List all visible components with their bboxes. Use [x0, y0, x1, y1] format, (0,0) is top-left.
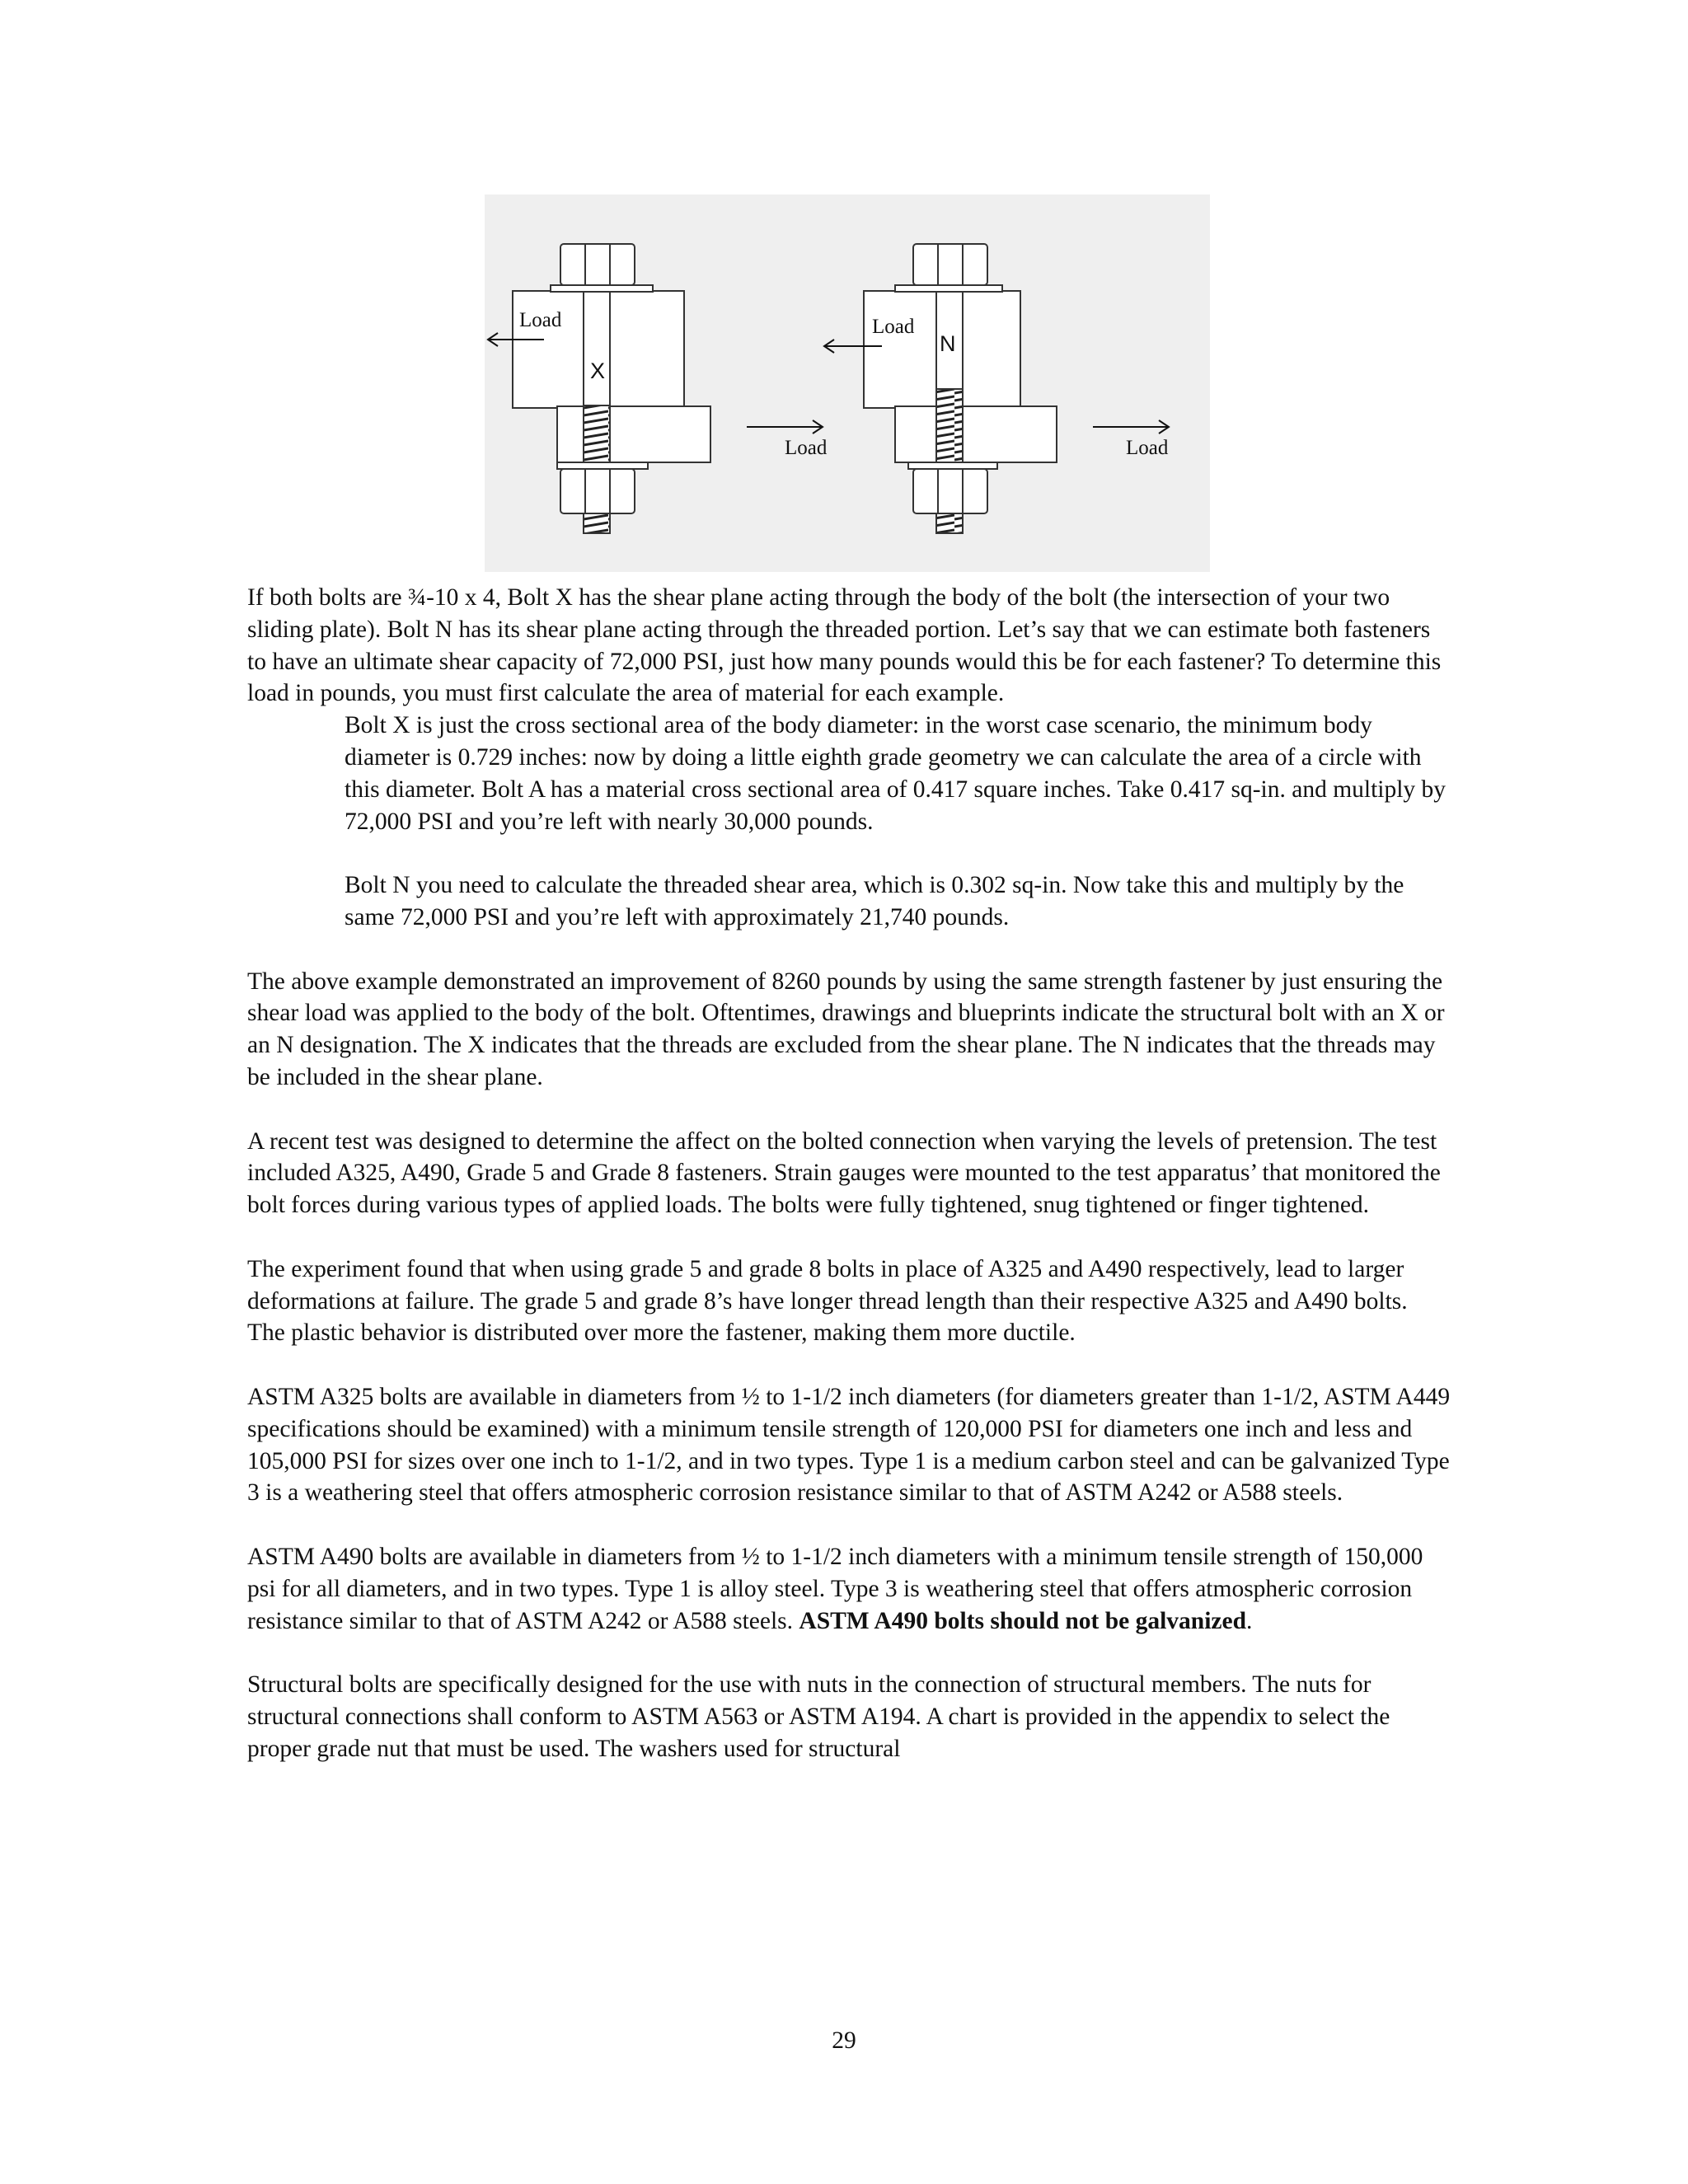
bolt-threads-n [936, 389, 963, 465]
bolt-x-joint [513, 244, 710, 533]
washer-bottom-n [908, 462, 997, 469]
nut-x [560, 469, 635, 513]
paragraph-a490 [247, 1541, 1451, 1637]
load-label-x-right: Load [785, 437, 828, 459]
paragraph-pretension-test: A recent test was designed to determine the affect on the bolted connection when varying the levels of pretension. The test included A325, A490, Grade 5 and Grade 8 fasteners. Strain gauges were mounted to the test apparatus’ that monitored the bolt forces during various types of applied loads. The bolts were fully tightened, snug tightened or finger tightened. [247, 1127, 1441, 1219]
page-number: 29 [832, 2027, 856, 2054]
bolt-head-n [913, 244, 987, 285]
bolt-n-joint [864, 244, 1057, 533]
bolt-threads-x [584, 405, 610, 465]
paragraph-a325: ASTM A325 bolts are available in diameters from ½ to 1-1/2 inch diameters (for diameters greater than 1-1/2, ASTM A449 specifications should be examined) with a minimum tensile strength of 120,000 PSI for diameters one inch and less and 105,000 PSI for sizes over one inch to 1-1/2, and in two types. Type 1 is a medium carbon steel and can be galvanized Type 3 is a weathering steel that offers atmospheric corrosion resistance similar to that of ASTM A242 or A588 steels. [247, 1383, 1451, 1507]
bolt-tail-x [584, 513, 610, 533]
paragraph-nuts: Structural bolts are specifically designed for the use with nuts in the connection of structural members. The nuts for structural connections shall conform to ASTM A563 or ASTM A194. A chart is provided in the appendix to select the proper grade nut that must be used. The washers used for structural [247, 1671, 1390, 1762]
bolt-x-label: X [590, 359, 606, 383]
bolt-shank-x [584, 292, 610, 405]
load-label-n-left: Load [872, 316, 915, 338]
lower-plate-n [895, 406, 1057, 462]
bolt-shear-diagram [485, 194, 1210, 572]
a490-text: ASTM A490 bolts are available in diameters from ½ to 1-1/2 inch diameters with a minimum tensile strength of 150,000 psi for all diameters, and in two types. Type 1 is alloy steel. Type 3 is weathering steel that offers atmospheric corrosion resistance similar to that of ASTM A242 or A588 steels. [247, 1543, 1423, 1634]
washer-top-n [895, 285, 1002, 292]
paragraph-experiment: The experiment found that when using grade 5 and grade 8 bolts in place of A325 and A490 respectively, lead to larger deformations at failure. The grade 5 and grade 8’s have longer thread length than their respective A325 and A490 bolts. The plastic behavior is distributed over more the fastener, making them more ductile. [247, 1255, 1408, 1347]
load-arrow-n-right [1093, 420, 1169, 434]
nut-n [913, 469, 987, 513]
paragraph-intro: If both bolts are ¾-10 x 4, Bolt X has the shear plane acting through the body of the bolt (the intersection of your two sliding plate). Bolt N has its shear plane acting through the threaded portion. Let’s say that we can estimate both fasteners to have an ultimate shear capacity of 72,000 PSI, just how many pounds would this be for each fastener? To determine this load in pounds, you must first calculate the area of material for each example. [247, 584, 1442, 707]
washer-bottom-x [557, 462, 648, 469]
paragraph-improvement: The above example demonstrated an improvement of 8260 pounds by using the same strength fastener by just ensuring the shear load was applied to the body of the bolt. Oftentimes, drawings and blueprints indicate the structural bolt with an X or an N designation. The X indicates that the threads are excluded from the shear plane. The N indicates that the threads may be included in the shear plane. [247, 968, 1445, 1090]
lower-plate-x [557, 406, 710, 462]
bolt-head-x [560, 244, 635, 285]
paragraph-bolt-x: Bolt X is just the cross sectional area of the body diameter: in the worst case scenario, the minimum body diameter is 0.729 inches: now by doing a little eighth grade geometry we can calculate the area of a circle with this diameter. Bolt A has a material cross sectional area of 0.417 square inches. Take 0.417 sq-in. and multiply by 72,000 PSI and you’re left with nearly 30,000 pounds. [345, 712, 1447, 835]
bolt-n-label: N [940, 331, 956, 356]
washer-top-x [551, 285, 653, 292]
load-label-x-left: Load [519, 309, 562, 331]
a490-warning: ASTM A490 bolts should not be galvanized [799, 1607, 1247, 1634]
load-arrow-x-right [747, 420, 823, 434]
bolt-shear-figure [485, 194, 1210, 572]
paragraph-bolt-n: Bolt N you need to calculate the threaded shear area, which is 0.302 sq-in. Now take this and multiply by the same 72,000 PSI and you’re left with approximately 21,740 pounds. [345, 872, 1404, 930]
a490-period: . [1246, 1607, 1253, 1634]
load-label-n-right: Load [1126, 437, 1169, 459]
body-text [247, 582, 1451, 1765]
bolt-tail-n [936, 513, 963, 533]
